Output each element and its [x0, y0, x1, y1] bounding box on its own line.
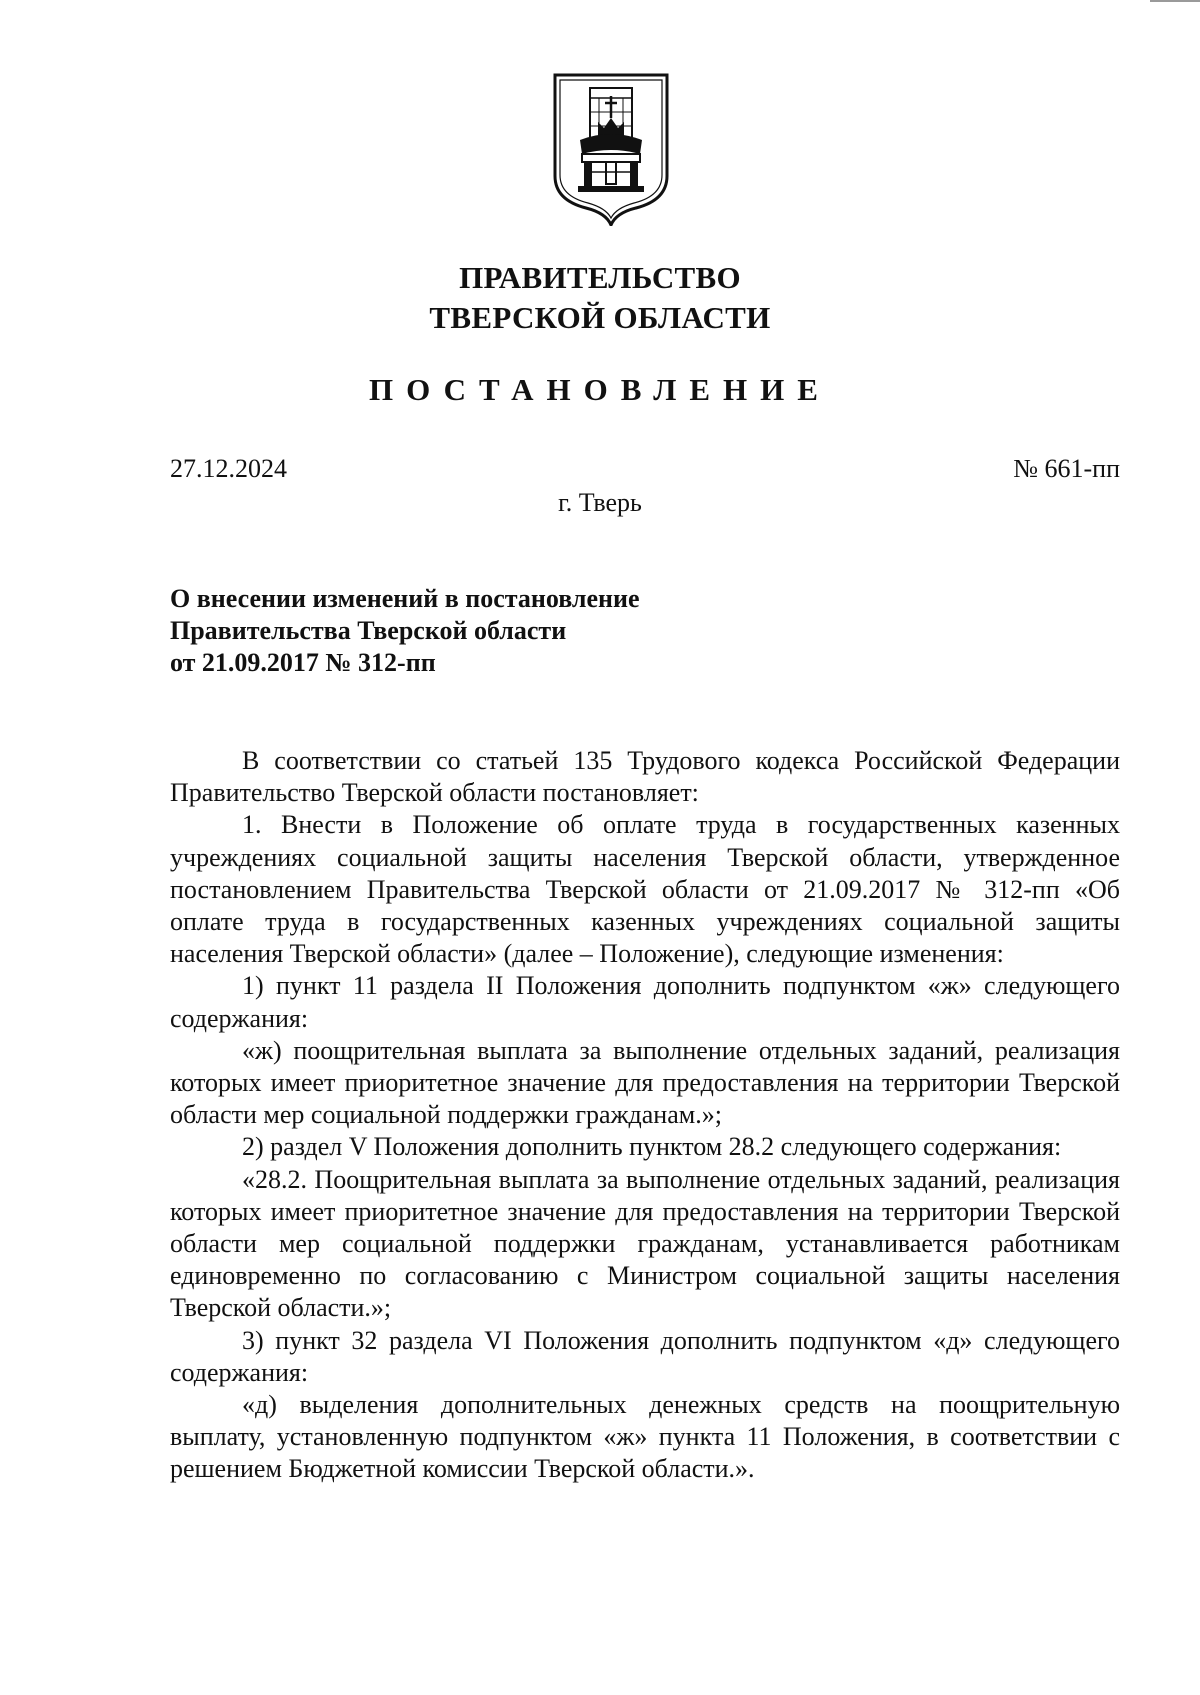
document-title [170, 583, 640, 679]
body-paragraph: «д) выделения дополнительных денежных средств на поощрительную выплату, установленную подпунктом «ж» пункта 11 Положения, в соответствии с решением Бюджетной комиссии Тверской области.». [170, 1390, 1120, 1484]
body-paragraph: «28.2. Поощрительная выплата за выполнение отдельных заданий, реализация которых имеет приоритетное значение для предоставления на территории Тверской области мер социальной поддержки гражданам, устанавливается работникам единовременно по согласованию с Министром социальной защиты населения Тверской области.»; [170, 1164, 1120, 1323]
body-paragraph: В соответствии со статьей 135 Трудового кодекса Российской Федерации Правительство Тверской области постановляет: [170, 746, 1120, 808]
body-paragraph: 1) пункт 11 раздела II Положения дополнить подпунктом «ж» следующего содержания: [170, 971, 1120, 1033]
body-paragraph: 3) пункт 32 раздела VI Положения дополнить подпунктом «д» следующего содержания: [170, 1325, 1120, 1387]
document-city: г. Тверь [558, 488, 642, 517]
scan-edge-mark [1150, 0, 1200, 2]
organization-name-line1: ПРАВИТЕЛЬСТВО [459, 260, 741, 295]
document-type: ПОСТАНОВЛЕНИЕ [369, 372, 831, 407]
document-number: № 661-пп [1013, 454, 1120, 483]
body-paragraph: 1. Внести в Положение об оплате труда в государственных казенных учреждениях социальной защиты населения Тверской области, утвержденное постановлением Правительства Тверской области от 21.09.2017 № 312-пп «Об оплате труда в государственных казенных учреждениях социальной защиты населения Тверской области» (далее – Положение), следующие изменения: [170, 810, 1120, 969]
document-body [170, 745, 1120, 1486]
title-line1: О внесении изменений в постановление [170, 584, 640, 613]
title-line2: Правительства Тверской области [170, 616, 567, 645]
organization-name-line2: ТВЕРСКОЙ ОБЛАСТИ [429, 300, 771, 335]
document-date: 27.12.2024 [170, 454, 287, 483]
title-line3: от 21.09.2017 № 312-пп [170, 648, 436, 677]
coat-of-arms-icon [552, 72, 670, 226]
body-paragraph: «ж) поощрительная выплата за выполнение отдельных заданий, реализация которых имеет приоритетное значение для предоставления на территории Тверской области мер социальной поддержки гражданам.»; [170, 1035, 1120, 1130]
body-paragraph: 2) раздел V Положения дополнить пунктом 28.2 следующего содержания: [242, 1132, 1062, 1162]
